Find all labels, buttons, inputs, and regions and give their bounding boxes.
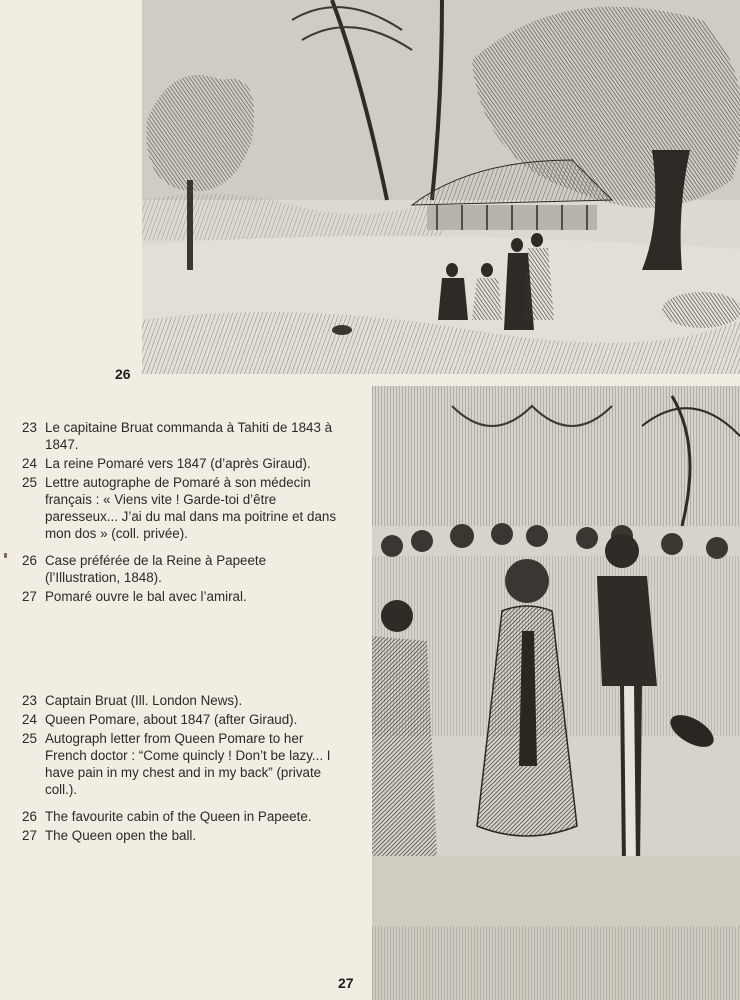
caption-fr-25 bbox=[22, 474, 342, 542]
caption-number: 25 bbox=[22, 731, 37, 746]
figure-number-26: 26 bbox=[115, 366, 131, 382]
caption-text: La reine Pomaré vers 1847 (d’après Giraud). bbox=[45, 456, 311, 471]
caption-text: Captain Bruat (Ill. London News). bbox=[45, 693, 243, 708]
caption-en-27 bbox=[22, 827, 342, 844]
caption-text: Autograph letter from Queen Pomare to her French doctor : “Come quincly ! Don’t be lazy... I have pain in my chest and in my back” (private coll.). bbox=[45, 731, 331, 797]
caption-number: 26 bbox=[22, 553, 37, 568]
caption-number: 23 bbox=[22, 693, 37, 708]
caption-text: Lettre autographe de Pomaré à son médecin français : « Viens vite ! Garde-toi d’être paresseux... J’ai du mal dans ma poitrine et dans mon dos » (coll. privée). bbox=[45, 475, 337, 541]
caption-text: Queen Pomare, about 1847 (after Giraud). bbox=[45, 712, 298, 727]
figure-number-27: 27 bbox=[338, 975, 354, 991]
caption-en-25 bbox=[22, 730, 342, 798]
caption-text: Case préférée de la Reine à Papeete (l’Illustration, 1848). bbox=[45, 553, 267, 585]
margin-mark bbox=[4, 553, 7, 558]
caption-text: The favourite cabin of the Queen in Papeete. bbox=[45, 809, 312, 824]
captions-english bbox=[22, 692, 342, 846]
engraving-queens-cabin bbox=[142, 0, 740, 374]
engraving-queen-opens-ball bbox=[372, 386, 740, 1000]
caption-text: Pomaré ouvre le bal avec l’amiral. bbox=[45, 589, 247, 604]
caption-text: Le capitaine Bruat commanda à Tahiti de 1843 à 1847. bbox=[45, 420, 333, 452]
caption-number: 25 bbox=[22, 475, 37, 490]
caption-number: 23 bbox=[22, 420, 37, 435]
caption-number: 26 bbox=[22, 809, 37, 824]
engraving-queen-opens-ball-art bbox=[372, 386, 740, 1000]
caption-fr-27 bbox=[22, 588, 342, 605]
caption-en-26 bbox=[22, 808, 342, 825]
caption-number: 27 bbox=[22, 828, 37, 843]
captions-french bbox=[22, 419, 342, 607]
caption-fr-26 bbox=[22, 552, 342, 586]
caption-number: 24 bbox=[22, 456, 37, 471]
caption-number: 24 bbox=[22, 712, 37, 727]
engraving-queens-cabin-art bbox=[142, 0, 740, 374]
caption-fr-24 bbox=[22, 455, 342, 472]
caption-number: 27 bbox=[22, 589, 37, 604]
caption-fr-23 bbox=[22, 419, 342, 453]
caption-en-23 bbox=[22, 692, 342, 709]
caption-text: The Queen open the ball. bbox=[45, 828, 197, 843]
caption-en-24 bbox=[22, 711, 342, 728]
